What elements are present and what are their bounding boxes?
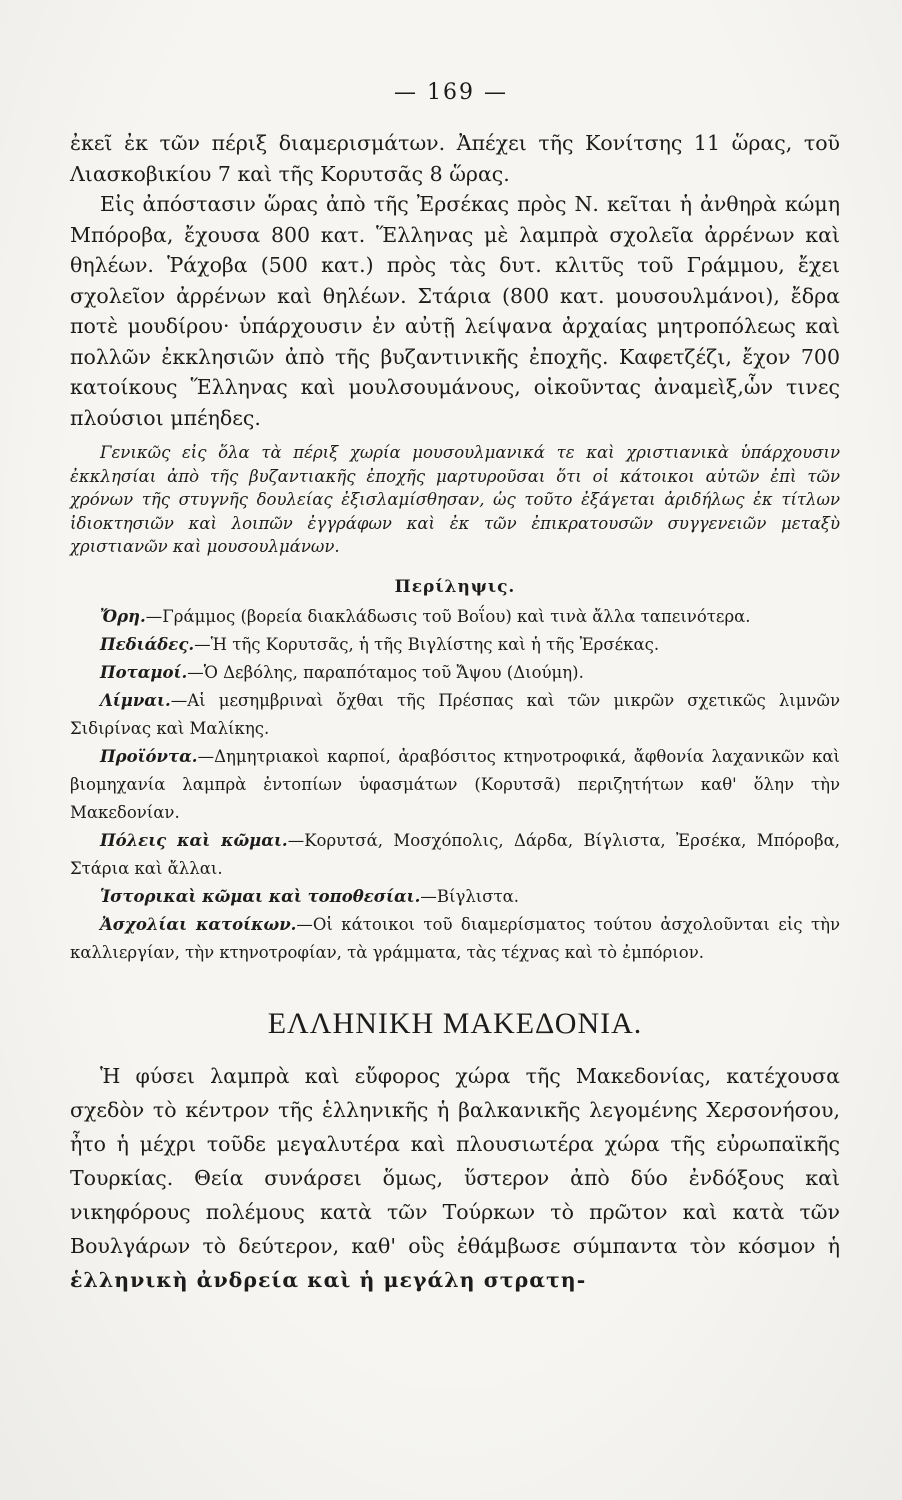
entry-text: —Κορυτσά, Μοσχόπολις, Δάρδα, Βίγλιστα, Ἐρσέκα, Μπόροβα, Στάρια καὶ ἄλλαι.	[70, 830, 840, 878]
entry-term: Προϊόντα.	[100, 746, 198, 766]
entry-text: —Οἱ κάτοικοι τοῦ διαμερίσματος τούτου ἀσχολοῦνται εἰς τὴν καλλιεργίαν, τὴν κτηνοτροφίαν, τὰ γράμματα, τὰς τέχνας καὶ τὸ ἐμπόριον.	[70, 914, 840, 962]
italic-note: Γενικῶς εἰς ὅλα τὰ πέριξ χωρία μουσουλμανικά τε καὶ χριστιανικὰ ὑπάρχουσιν ἐκκλησίαι ἀπὸ τῆς βυζαντιακῆς ἐποχῆς μαρτυροῦσαι ὅτι οἱ κάτοικοι αὐτῶν ἐπὶ τῶν χρόνων τῆς στυγνῆς δουλείας ἐξισλαμίσθησαν, ὡς τοῦτο ἐξάγεται ἀριδήλως ἐκ τίτλων ἰδιοκτησιῶν καὶ λοιπῶν ἐγγράφων καὶ ἐκ τῶν ἐπικρατουσῶν συγγενειῶν μεταξὺ χριστιανῶν καὶ μουσουλμάνων.	[70, 443, 840, 556]
entry-lakes	[70, 687, 840, 743]
paragraph-continuation: ἐκεῖ ἐκ τῶν πέριξ διαμερισμάτων. Ἀπέχει τῆς Κονίτσης 11 ὥρας, τοῦ Λιασκοβικίου 7 καὶ τῆς Κορυτσᾶς 8 ὥρας.	[70, 131, 840, 186]
entry-term: Ἱστορικαὶ κῶμαι καὶ τοποθεσίαι.	[100, 886, 421, 906]
entry-text: —Γράμμος (βορεία διακλάδωσις τοῦ Βοΐου) καὶ τινὰ ἄλλα ταπεινότερα.	[145, 606, 751, 626]
entry-text: —Αἱ μεσημβριναὶ ὄχθαι τῆς Πρέσπας καὶ τῶν μικρῶν σχετικῶς λιμνῶν Σιδιρίνας καὶ Μαλίκης.	[70, 690, 840, 738]
paragraph-bold-end: ἑλληνικὴ ἀνδρεία καὶ ἡ μεγάλη στρατη-	[70, 1267, 587, 1292]
paragraph-villages: Εἰς ἀπόστασιν ὥρας ἀπὸ τῆς Ἐρσέκας πρὸς Ν. κεῖται ἡ ἀνθηρὰ κώμη Μπόροβα, ἔχουσα 800 κατ. Ἕλληνας μὲ λαμπρὰ σχολεῖα ἀρρένων καὶ θηλέων. Ῥάχοβα (500 κατ.) πρὸς τὰς δυτ. κλιτῦς τοῦ Γράμμου, ἔχει σχολεῖον ἀρρένων καὶ θηλέων. Στάρια (800 κατ. μουσουλμάνοι), ἔδρα ποτὲ μουδίρου· ὑπάρχουσιν ἐν αὐτῇ λείψανα ἀρχαίας μητροπόλεως καὶ πολλῶν ἐκκλησιῶν ἀπὸ τῆς βυζαντινικῆς ἐποχῆς. Καφετζέζι, ἔχον 700 κατοίκους Ἕλληνας καὶ μουλσουμάνους, οἰκοῦντας ἀναμεὶξ,ὧν τινες πλούσιοι μπέηδες.	[70, 192, 840, 430]
entry-plains	[70, 631, 840, 659]
entry-mountains	[70, 603, 840, 631]
summary-entries	[70, 603, 840, 967]
entry-occupations	[70, 911, 840, 967]
entry-products	[70, 743, 840, 827]
entry-historic-places	[70, 883, 840, 911]
entry-term: Λίμναι.	[100, 690, 171, 710]
entry-text: —Βίγλιστα.	[420, 886, 520, 906]
chapter-title: ΕΛΛΗΝΙΚΗ ΜΑΚΕΔΟΝΙΑ.	[267, 1006, 643, 1040]
entry-text: —Ὁ Δεβόλης, παραπόταμος τοῦ Ἄψου (Διούμη).	[187, 662, 584, 682]
entry-term: Ποταμοί.	[100, 662, 188, 682]
entry-towns	[70, 827, 840, 883]
entry-text: —Ἡ τῆς Κορυτσᾶς, ἡ τῆς Βιγλίστης καὶ ἡ τῆς Ἐρσέκας.	[194, 634, 660, 654]
section-heading-summary: Περίληψις.	[394, 576, 516, 597]
entry-term: Πόλεις καὶ κῶμαι.	[100, 830, 288, 850]
entry-term: Ὄρη.	[100, 606, 146, 626]
entry-text: —Δημητριακοὶ καρποί, ἀραβόσιτος κτηνοτροφικά, ἄφθονία λαχανικῶν καὶ βιομηχανία λαμπρὰ ἐντοπίων ὑφασμάτων (Κορυτσᾶ) περιζητήτων καθ' ὅλην τὴν Μακεδονίαν.	[70, 746, 840, 822]
entry-term: Πεδιάδες.	[100, 634, 195, 654]
page-body	[70, 128, 840, 1297]
paragraph-text: Ἡ φύσει λαμπρὰ καὶ εὔφορος χώρα τῆς Μακεδονίας, κατέχουσα σχεδὸν τὸ κέντρον τῆς ἑλληνικῆς ἡ βαλκανικῆς λεγομένης Χερσονήσου, ἦτο ἡ μέχρι τοῦδε μεγαλυτέρα καὶ πλουσιωτέρα χώρα τῆς εὐρωπαϊκῆς Τουρκίας. Θεία συνάρσει ὅμως, ὕστερον ἀπὸ δύο ἐνδόξους καὶ νικηφόρους πολέμους κατὰ τῶν Τούρκων τὸ πρῶτον καὶ κατὰ τῶν Βουλγάρων τὸ δεύτερον, καθ' οὓς ἐθάμβωσε σύμπαντα τὸν κόσμον ἡ	[70, 1063, 840, 1258]
paragraph-macedonia	[70, 1059, 840, 1297]
page-number: — 169 —	[394, 80, 508, 105]
entry-term: Ἀσχολίαι κατοίκων.	[100, 914, 297, 934]
entry-rivers	[70, 659, 840, 687]
